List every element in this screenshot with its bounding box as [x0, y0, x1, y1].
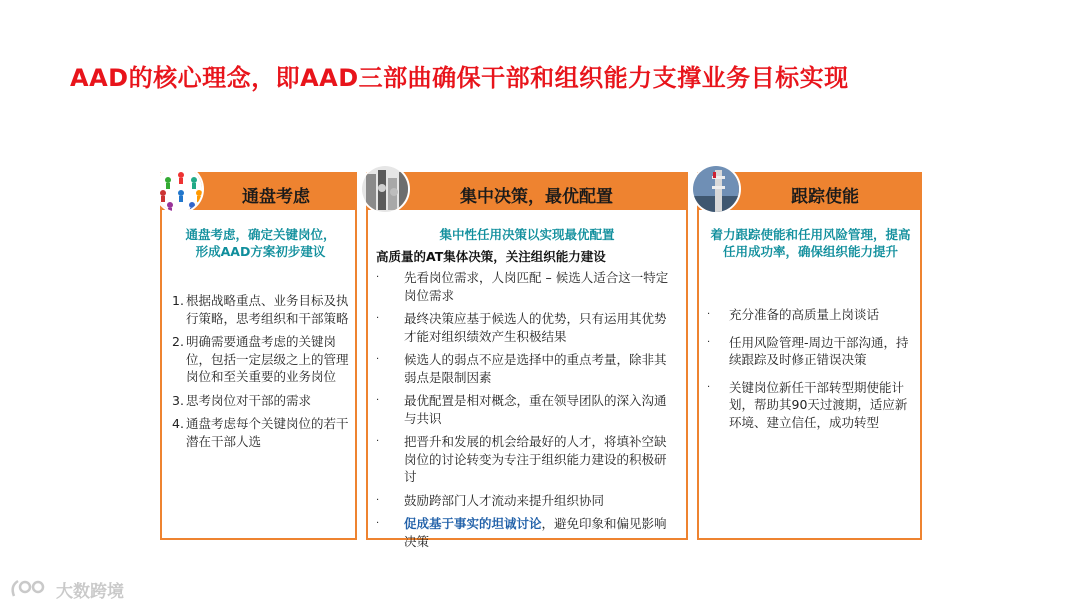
item-highlight: 促成基于事实的坦诚讨论 — [404, 516, 542, 531]
item-text: 先看岗位需求，人岗匹配 – 候选人适合这一特定岗位需求 — [404, 270, 669, 303]
card-title: 跟踪使能 — [791, 187, 859, 207]
item-text-rest: ，避免印象和偏见影响决策 — [404, 516, 667, 549]
bullet-icon: · — [376, 354, 380, 365]
item-text: 任用风险管理-周边干部沟通，持续跟踪及时修正错误决策 — [729, 334, 909, 367]
list-item — [376, 310, 676, 345]
card-subtitle: 集中性任用决策以实现最优配置 — [439, 227, 615, 242]
meeting-photo-icon — [360, 164, 410, 214]
card-header — [160, 172, 357, 210]
item-text: 候选人的弱点不应是选择中的重点考量，除非其弱点是限制因素 — [404, 352, 667, 385]
watermark-text: 大数跨境 — [56, 581, 124, 602]
list-item — [172, 292, 351, 327]
item-text: 鼓励跨部门人才流动来提升组织协同 — [404, 492, 605, 508]
list-item — [707, 334, 910, 369]
bullet-list — [707, 306, 910, 441]
list-item — [376, 269, 676, 304]
bullet-icon: · — [376, 395, 380, 406]
tower-photo-icon — [691, 164, 741, 214]
bullet-icon: · — [376, 272, 380, 283]
bullet-icon: · — [707, 336, 711, 348]
list-item — [376, 392, 676, 427]
card-title: 集中决策，最优配置 — [460, 187, 613, 207]
list-item — [376, 433, 676, 486]
item-text: 根据战略重点、业务目标及执行策略，思考组织和干部策略 — [186, 293, 349, 326]
bullet-icon: · — [376, 436, 380, 447]
list-item — [376, 492, 676, 510]
item-number: 1. — [172, 293, 184, 308]
item-text: 关键岗位新任干部转型期使能计划，帮助其90天过渡期，适应新环境、建立信任，成功转型 — [729, 379, 908, 430]
list-item — [172, 333, 351, 386]
item-text: 最优配置是相对概念，重在领导团队的深入沟通与共识 — [404, 393, 667, 426]
item-text: 充分准备的高质量上岗谈话 — [729, 307, 880, 322]
bullet-icon: · — [707, 381, 711, 393]
numbered-list — [172, 292, 351, 456]
bullet-icon: · — [376, 518, 380, 529]
card-header — [366, 172, 688, 210]
item-text: 通盘考虑每个关键岗位的若干潜在干部人选 — [186, 416, 349, 449]
item-text: 最终决策应基于候选人的优势，只有运用其优势才能对组织绩效产生积极结果 — [404, 311, 667, 344]
item-text — [404, 515, 676, 550]
card-lead: 高质量的AT集体决策，关注组织能力建设 — [376, 249, 606, 264]
item-number: 3. — [172, 392, 184, 408]
card-tracking-enablement — [697, 172, 922, 540]
item-number: 4. — [172, 416, 184, 431]
bullet-icon: · — [376, 494, 380, 506]
item-text: 思考岗位对干部的需求 — [186, 392, 312, 408]
page-title: AAD的核心理念，即AAD三部曲确保干部和组织能力支撑业务目标实现 — [70, 64, 849, 92]
card-header — [697, 172, 922, 210]
list-item — [172, 415, 351, 450]
list-item — [172, 392, 351, 410]
card-title: 通盘考虑 — [242, 187, 310, 207]
item-text: 明确需要通盘考虑的关键岗位，包括一定层级之上的管理岗位和至关重要的业务岗位 — [186, 334, 349, 384]
item-text: 把晋升和发展的机会给最好的人才，将填补空缺岗位的讨论转变为专注于组织能力建设的积极研讨 — [404, 434, 667, 484]
card-subtitle: 通盘考虑，确定关键岗位， 形成AAD方案初步建议 — [185, 227, 336, 259]
people-network-icon — [154, 164, 204, 214]
bullet-list — [376, 269, 676, 556]
list-item — [376, 351, 676, 386]
list-item — [707, 306, 910, 324]
list-item — [707, 379, 910, 432]
card-subtitle: 着力跟踪使能和任用风险管理，提高任用成功率，确保组织能力提升 — [710, 227, 911, 259]
watermark-logo-icon — [8, 576, 50, 602]
card-overall-consideration — [160, 172, 357, 540]
list-item — [376, 515, 676, 550]
bullet-icon: · — [707, 309, 711, 320]
card-centralized-decision — [366, 172, 688, 549]
watermark — [8, 576, 124, 602]
bullet-icon: · — [376, 313, 380, 324]
item-number: 2. — [172, 334, 184, 349]
